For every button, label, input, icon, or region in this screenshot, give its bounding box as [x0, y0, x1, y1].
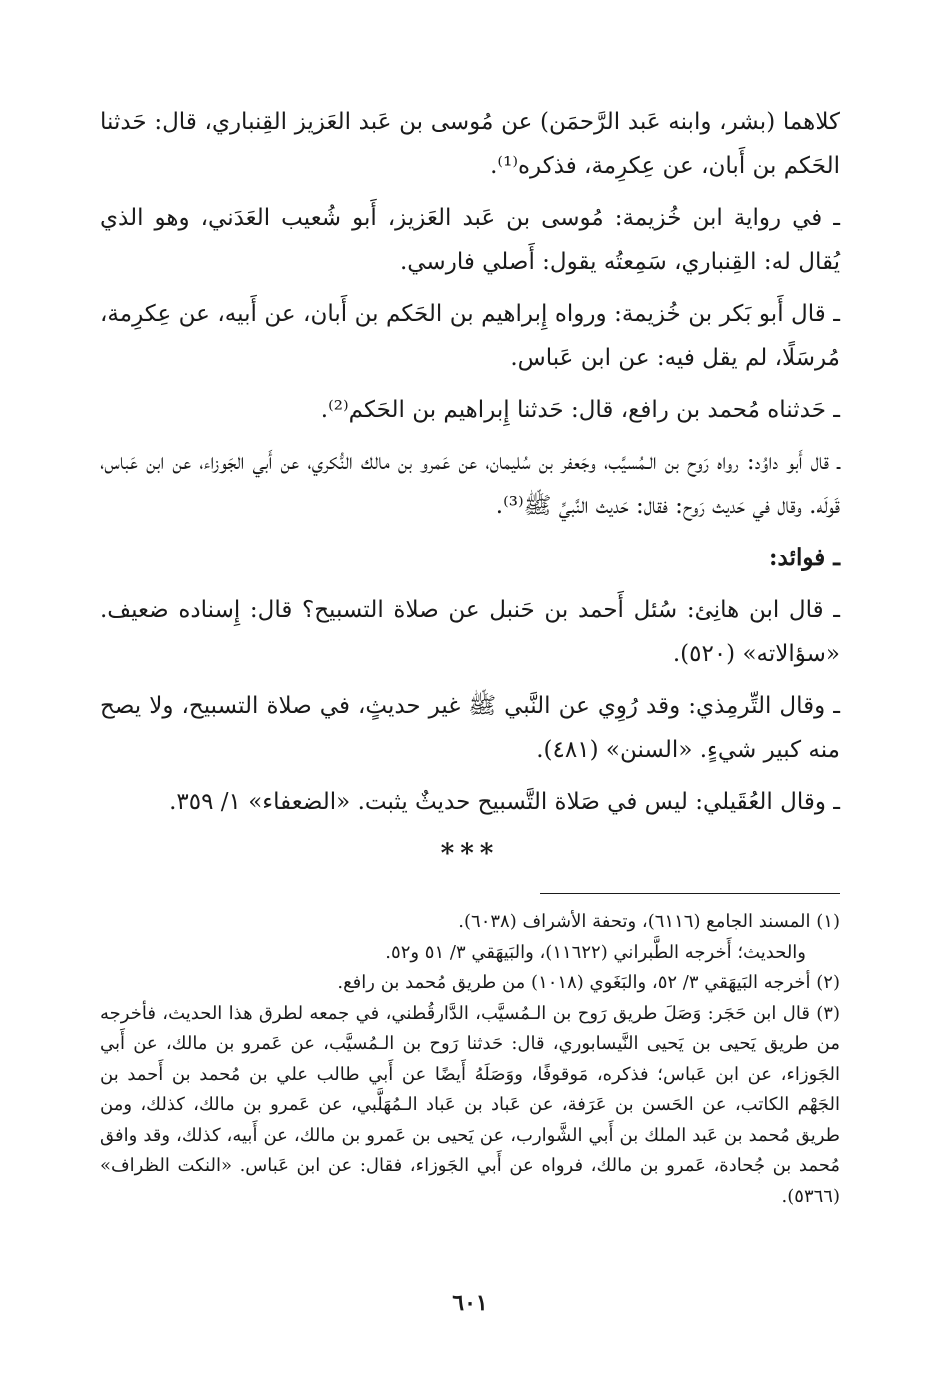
footnote: (٢) أخرجه البَيهَقي ٣/ ٥٢، والبَغَوي (١٠١٨) من طريق مُحمد بن رافع. [337, 972, 840, 993]
paragraph: ـ حَدثناه مُحمد بن رافع، قال: حَدثنا إِبراهيم بن الحَكم⁽²⁾. [320, 397, 840, 423]
footnote: (٣) قال ابن حَجَر: وَصَلَ طريق رَوح بن الـمُسيَّب، الدَّارقُطني، في جمعه لطرق هذا الحديث، فأخرجه من طريق يَحيى بن يَحيى النَّيسابوري، قال: حَدثنا رَوح بن الـمُسيَّب، عن عَمرو بن مالك، عن أَبي الجَوزاء، عن ابن عَباس؛ فذكره، مَوقوفًا، ووَصَلَهُ أَيضًا عن أَبي طالب علي بن مُحمد بن أَحمد بن الجَهْم الكاتب، عن الحَسن بن عَرَفة، عن عَباد بن عَباد الـمُهَلَّبي، عن عَمرو بن مالك، كذلك، ومن طريق مُحمد بن عَبد الملك بن أَبي الشَّوارب، عن يَحيى بن عَمرو بن مالك، عن أَبيه، كذلك، وقد وافق مُحمد بن جُحادة، عَمرو بن مالك، فرواه عن أَبي الجَوزاء، فقال: عن ابن عَباس. «النكت الظراف» (٥٣٦٦). [100, 1002, 840, 1207]
footnote: (١) المسند الجامع (٦١١٦)، وتحفة الأشراف (٦٠٣٨). [458, 911, 840, 932]
section-heading: ـ فوائد: [769, 544, 840, 571]
page-number: ٦٠١ [452, 1290, 488, 1316]
benefit-paragraph: ـ وقال التِّرمِذي: وقد رُوِي عن النَّبي ﷺ غير حديثٍ، في صلاة التسبيح، ولا يصح منه كبير شيءٍ. «السنن» (٤٨١). [100, 693, 840, 763]
footnote-divider [540, 893, 840, 894]
paragraph: ـ قال أَبو بَكر بن خُزيمة: ورواه إِبراهيم بن الحَكم بن أَبان، عن أَبيه، عن عِكرِمة، مُرسَلًا، لم يقل فيه: عن ابن عَباس. [100, 301, 840, 371]
paragraph: كلاهما (بشر، وابنه عَبد الرَّحمَن) عن مُوسى بن عَبد العَزيز القِنباري، قال: حَدثنا الحَكم بن أَبان، عن عِكرِمة، فذكره⁽¹⁾. [100, 109, 840, 179]
paragraph: ـ في رواية ابن خُزيمة: مُوسى بن عَبد العَزيز، أَبو شُعيب العَدَني، وهو الذي يُقال له: القِنباري، سَمِعتُه يقول: أَصلي فارسي. [100, 205, 840, 275]
footnote-continuation: والحديث؛ أَخرجه الطَّبراني (١١٦٢٢)، والبَيهَقي ٣/ ٥١ و٥٢. [385, 941, 806, 963]
benefit-paragraph: ـ قال ابن هانِئ: سُئل أَحمد بن حَنبل عن صلاة التسبيح؟ قال: إِسناده ضعيف. «سؤالاته» (٥٢٠). [100, 597, 840, 667]
section-separator: *** [440, 839, 500, 869]
benefit-paragraph: ـ وقال العُقَيلي: ليس في صَلاة التَّسبيح حديثٌ يثبت. «الضعفاء» ١/ ٣٥٩. [169, 789, 840, 815]
paragraph: ـ قال أَبو داوُد: رواه رَوح بن الـمُسيَّب، وجَعفر بن سُليمان، عن عَمرو بن مالك النُّكري، عن أَبي الجَوزاء، عن ابن عَباس، قَولَه. وقال في حَديث رَوح: فقال: حَديث النَّبيِّ ﷺ⁽³⁾. [100, 449, 840, 519]
footnotes [100, 907, 840, 1212]
main-text [100, 100, 840, 876]
